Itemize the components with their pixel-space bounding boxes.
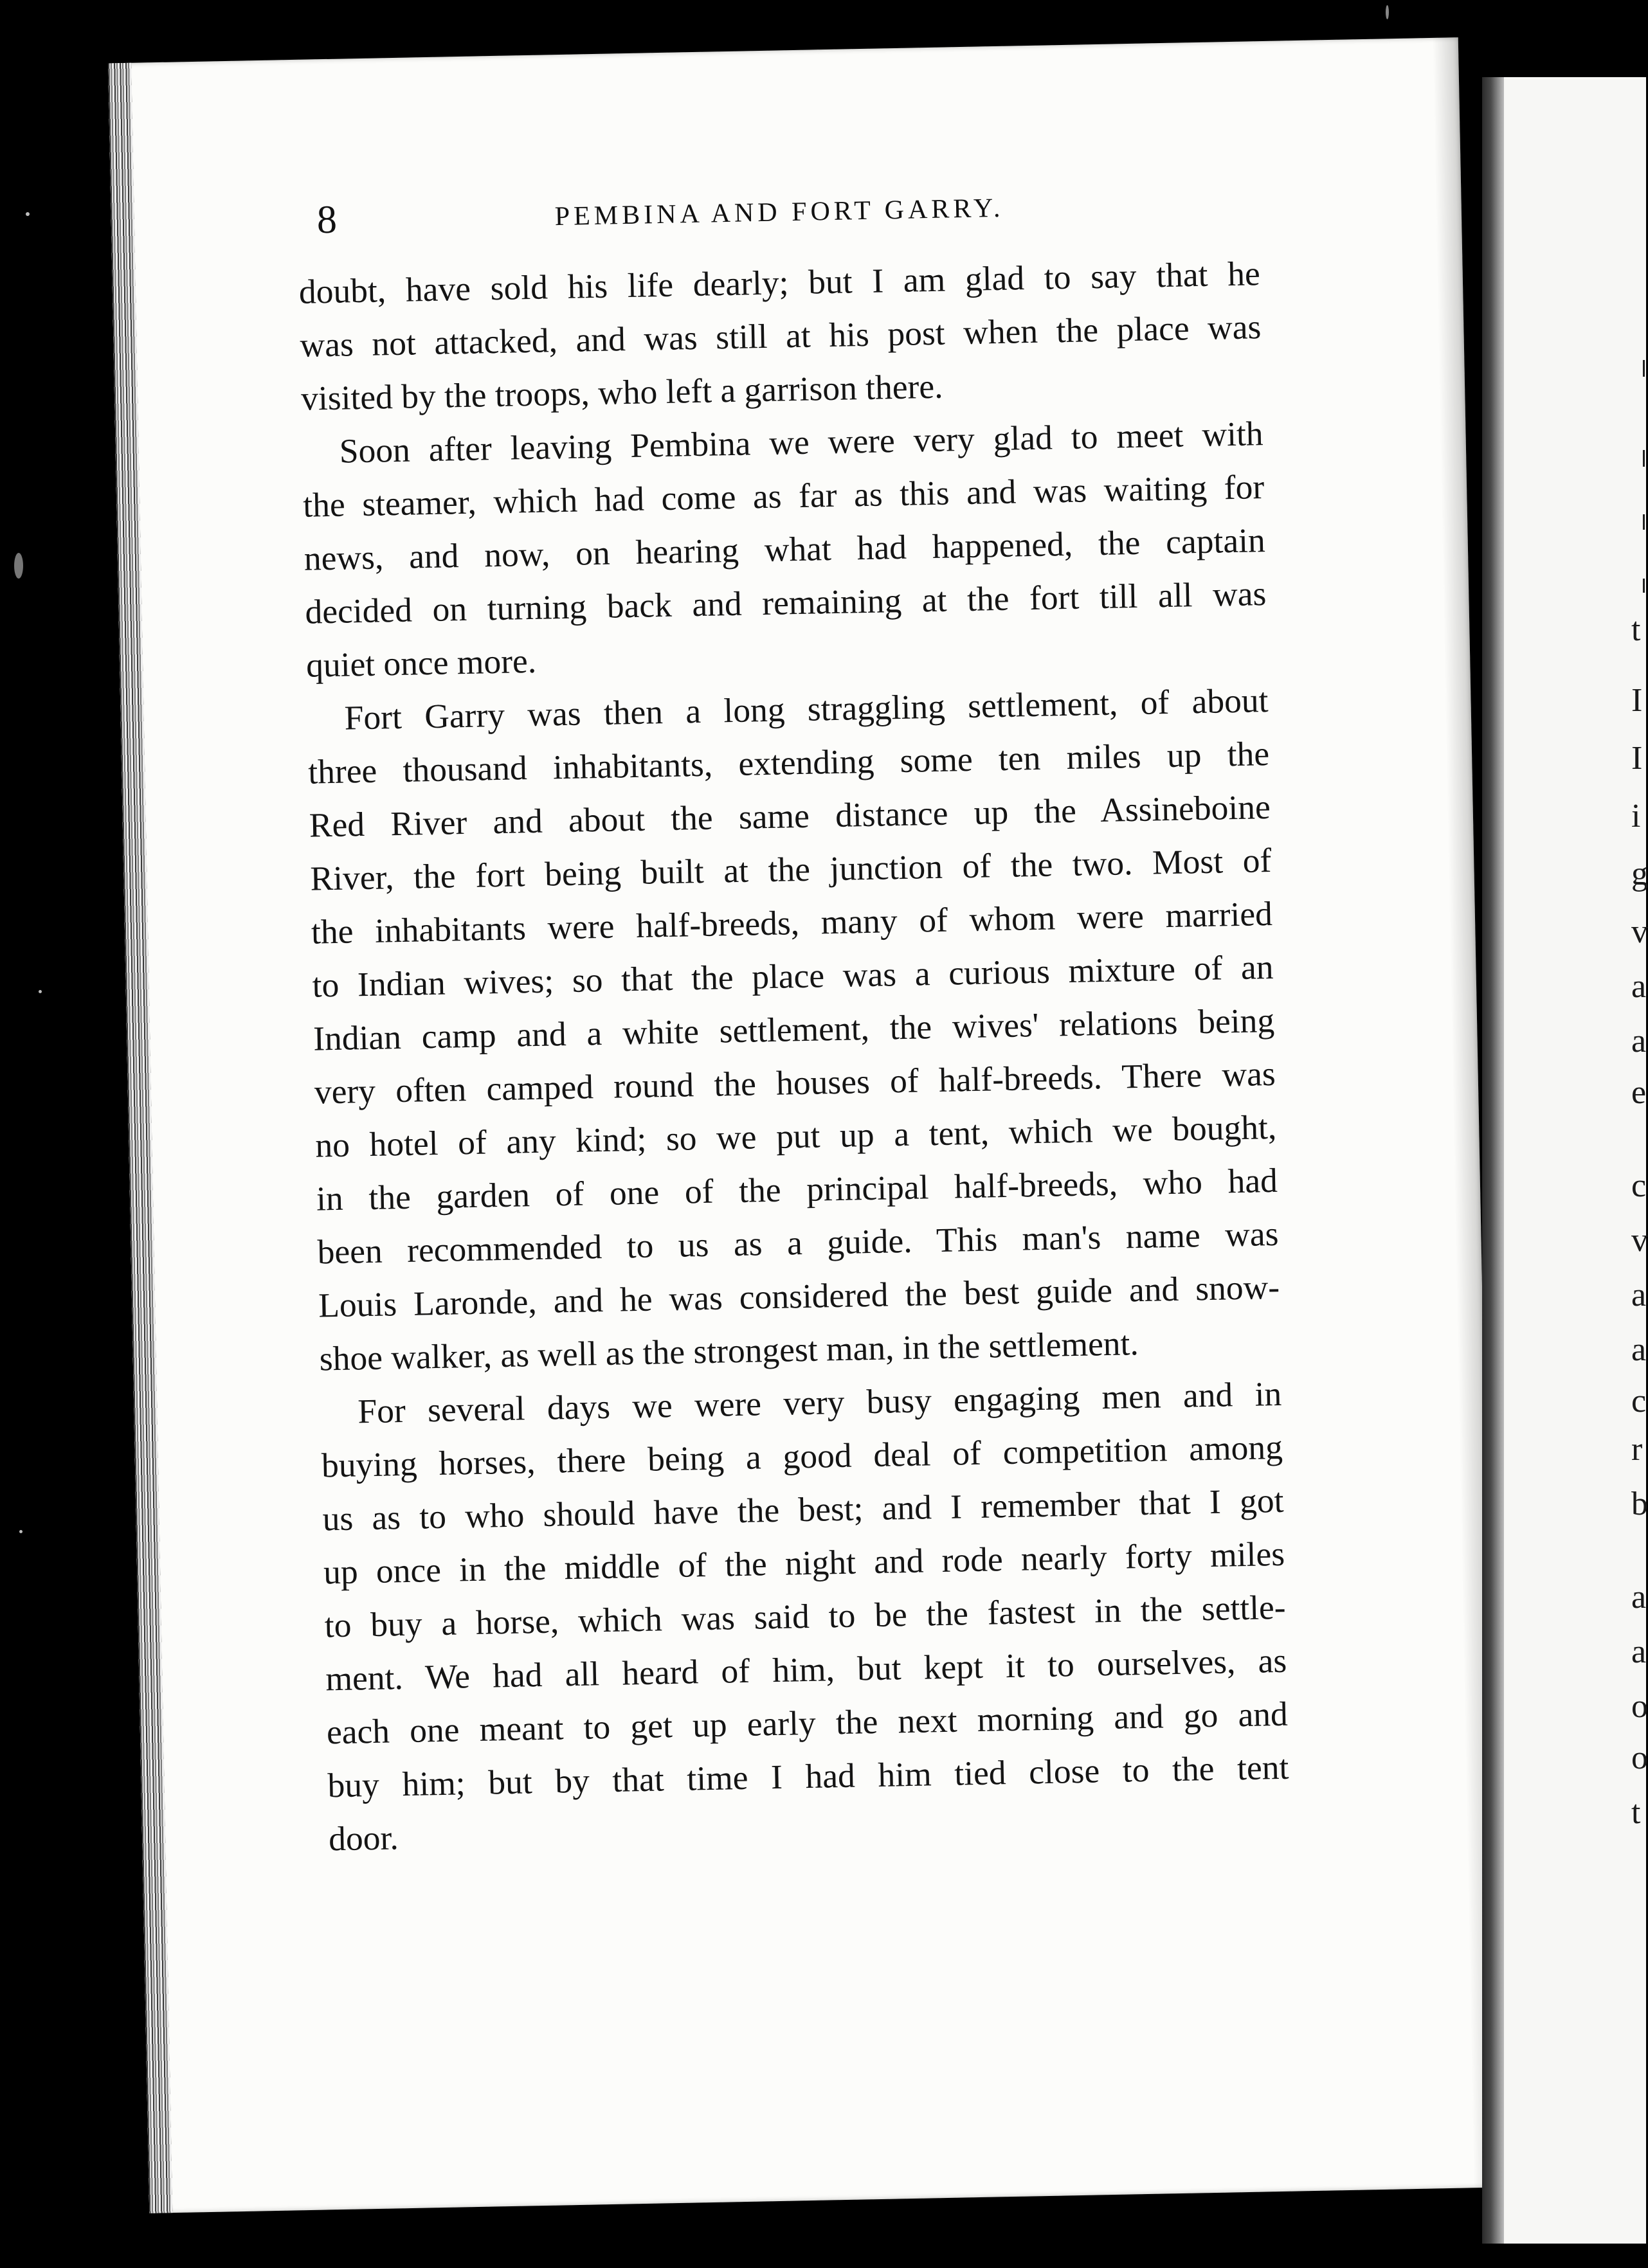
text-line: to buy a horse, which was said to be the fastest in the settle- (324, 1587, 1287, 1645)
facing-page-letter: a (1631, 1331, 1647, 1368)
facing-page-letter: I (1631, 682, 1643, 719)
text-line: decided on turning back and remaining at the fort till all was (304, 574, 1267, 631)
paragraph (307, 674, 1281, 1386)
text-line: For several days we were very busy engaging men and in (357, 1374, 1282, 1431)
text-line: each one meant to get up early the next morning and go and (326, 1694, 1289, 1752)
facing-page (1482, 77, 1646, 2244)
facing-page-letter: e (1631, 1074, 1647, 1111)
text-line: buying horses, there being a good deal of competition among (321, 1427, 1283, 1485)
dust-speck (19, 1530, 23, 1533)
dust-speck (26, 212, 30, 216)
facing-page-letter: o (1631, 1688, 1648, 1725)
facing-page-mark (1643, 514, 1645, 530)
paragraph (320, 1367, 1290, 1866)
facing-page-letter: a (1631, 1023, 1647, 1059)
text-line: Soon after leaving Pembina we were very glad to meet with (339, 414, 1264, 471)
text-line: in the garden of one of the principal half-breeds, who had (316, 1160, 1278, 1218)
facing-page-mark (1643, 360, 1645, 377)
text-line: Fort Garry was then a long straggling settlement, of about (344, 681, 1269, 737)
facing-page-letter: I (1631, 740, 1643, 777)
running-head: PEMBINA AND FORT GARRY. (554, 193, 1004, 232)
text-line: the steamer, which had come as far as this and was waiting for (302, 467, 1265, 525)
text-line: shoe walker, as well as the strongest man, in the settlement. (319, 1324, 1139, 1378)
facing-page-letter: o (1631, 1740, 1648, 1776)
paragraph (298, 247, 1263, 426)
text-line: been recommended to us as a guide. This man's name was (317, 1214, 1279, 1272)
facing-page-letter: i (1631, 798, 1641, 834)
text-line: River, the fort being built at the junction of the two. Most of (309, 840, 1272, 898)
facing-page-mark (1643, 450, 1645, 467)
facing-page-letter: c (1631, 1167, 1647, 1204)
text-line: us as to who should have the best; and I remember that I got (322, 1480, 1284, 1538)
text-line: ment. We had all heard of him, but kept it to ourselves, as (325, 1641, 1287, 1698)
facing-page-letter: b (1631, 1486, 1648, 1522)
dust-speck (1386, 5, 1389, 19)
facing-page-letter: a (1631, 1579, 1647, 1616)
text-line: doubt, have sold his life dearly; but I am glad to say that he (298, 254, 1261, 311)
facing-page-letter: c (1631, 1383, 1647, 1419)
facing-page-letter: r (1631, 1431, 1643, 1468)
dust-speck (39, 990, 42, 993)
facing-page-mark (1643, 579, 1645, 593)
text-line: up once in the middle of the night and rode nearly forty miles (323, 1534, 1285, 1592)
facing-page-letter: a (1631, 1634, 1647, 1670)
text-line: news, and now, on hearing what had happened, the captain (303, 521, 1266, 578)
text-line: Red River and about the same distance up the Assineboine (309, 787, 1271, 845)
text-line: very often camped round the houses of half-breeds. There was (314, 1054, 1276, 1112)
text-line: Louis Laronde, and he was considered the best guide and snow- (318, 1267, 1280, 1325)
dust-speck (14, 553, 23, 579)
text-line: visited by the troops, who left a garrison there. (300, 366, 943, 418)
page-edge-stack (108, 63, 172, 2213)
facing-page-letter: v (1631, 914, 1648, 950)
facing-page-letter: t (1631, 611, 1641, 648)
text-line: three thousand inhabitants, extending some ten miles up the (307, 734, 1270, 791)
paragraph (302, 407, 1268, 692)
facing-page-letter: a (1631, 1277, 1647, 1313)
page-number: 8 (316, 197, 338, 242)
facing-page-letter: t (1631, 1794, 1641, 1831)
facing-page-letter: a (1631, 968, 1647, 1005)
body-text (298, 247, 1290, 1866)
facing-page-letter: v (1631, 1222, 1648, 1259)
text-line: was not attacked, and was still at his post when the place was (299, 307, 1262, 364)
book-page (108, 37, 1499, 2213)
text-line: buy him; but by that time I had him tied close to the tent (327, 1747, 1289, 1805)
facing-page-letter: g (1631, 856, 1648, 892)
text-line: to Indian wives; so that the place was a curious mixture of an (312, 947, 1274, 1005)
text-line: door. (328, 1818, 399, 1859)
facing-page-gutter (1482, 77, 1504, 2244)
text-line: quiet once more. (305, 641, 537, 685)
text-line: the inhabitants were half-breeds, many of whom were married (311, 894, 1273, 951)
text-line: Indian camp and a white settlement, the wives' relations being (312, 1000, 1275, 1058)
text-line: no hotel of any kind; so we put up a tent, which we bought, (314, 1107, 1277, 1165)
